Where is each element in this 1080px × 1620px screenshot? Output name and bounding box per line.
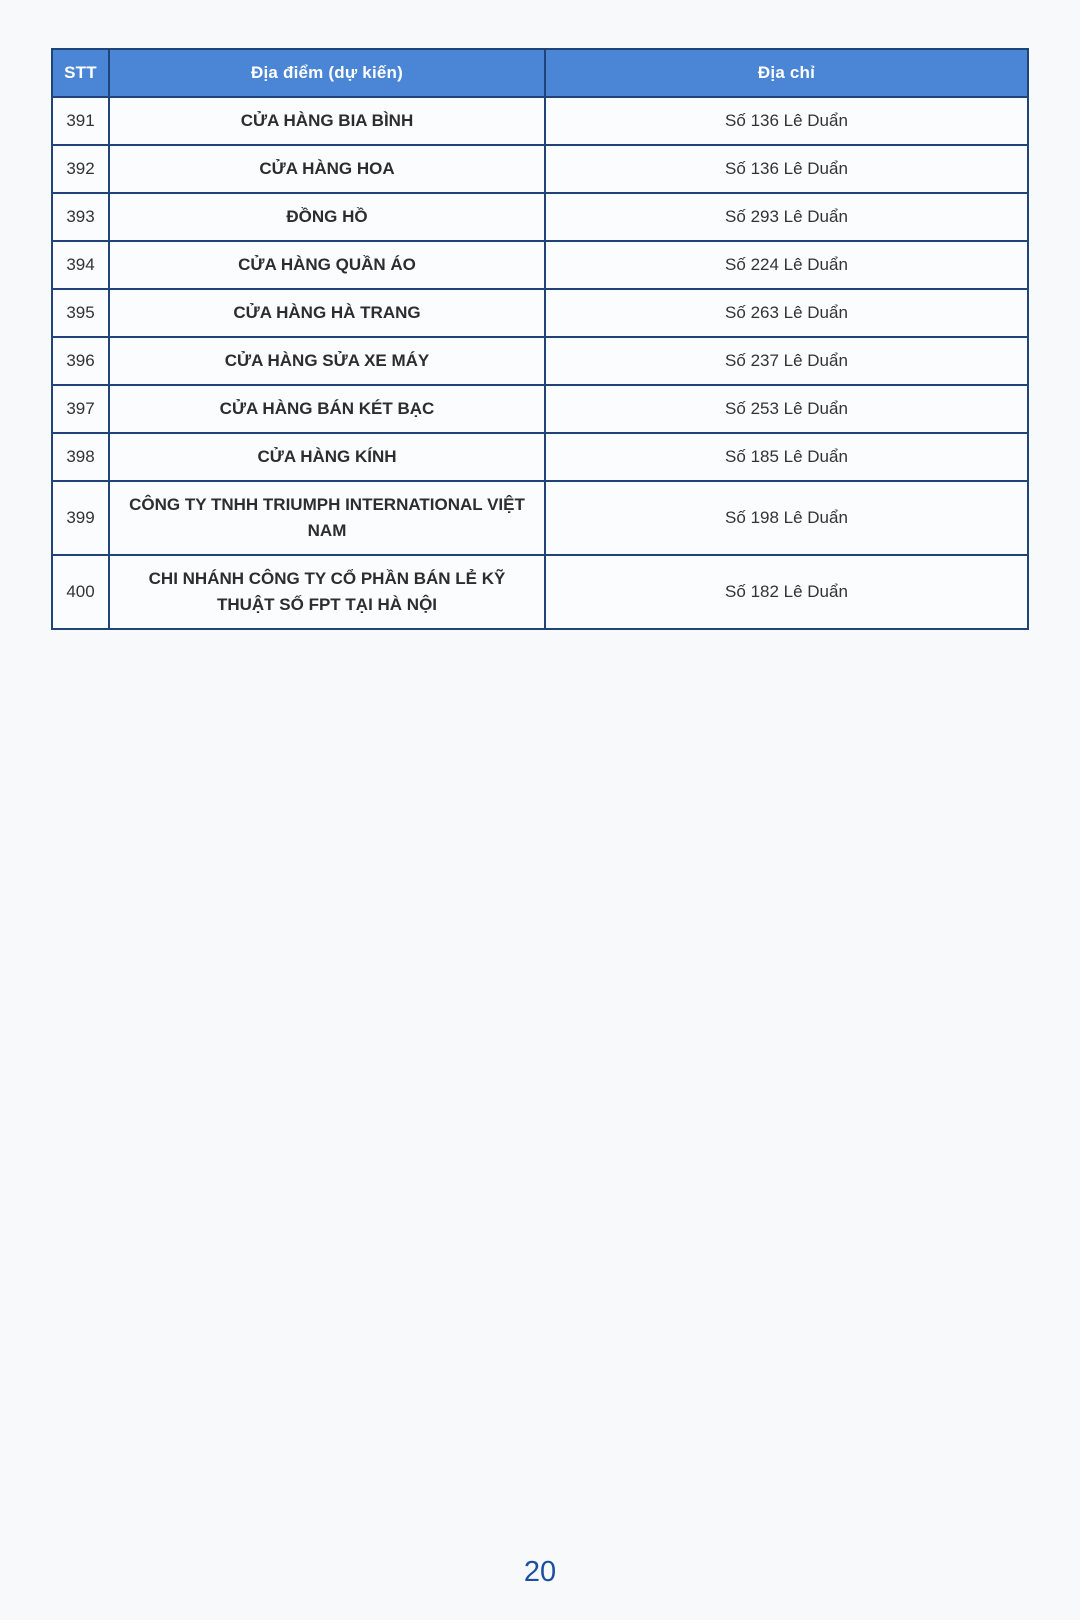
address-cell: Số 185 Lê Duẩn bbox=[545, 433, 1028, 481]
column-header-location: Địa điểm (dự kiến) bbox=[109, 49, 545, 97]
location-cell: CỬA HÀNG BIA BÌNH bbox=[109, 97, 545, 145]
address-cell: Số 136 Lê Duẩn bbox=[545, 97, 1028, 145]
table-row bbox=[52, 289, 1028, 337]
address-cell: Số 136 Lê Duẩn bbox=[545, 145, 1028, 193]
stt-cell: 394 bbox=[52, 241, 109, 289]
table-row bbox=[52, 481, 1028, 555]
address-cell: Số 198 Lê Duẩn bbox=[545, 481, 1028, 555]
stt-cell: 391 bbox=[52, 97, 109, 145]
table-row bbox=[52, 337, 1028, 385]
column-header-stt: STT bbox=[52, 49, 109, 97]
table-row bbox=[52, 97, 1028, 145]
location-cell: CỬA HÀNG BÁN KÉT BẠC bbox=[109, 385, 545, 433]
location-cell: CỬA HÀNG QUẦN ÁO bbox=[109, 241, 545, 289]
stt-cell: 398 bbox=[52, 433, 109, 481]
table-row bbox=[52, 193, 1028, 241]
address-cell: Số 263 Lê Duẩn bbox=[545, 289, 1028, 337]
column-header-address: Địa chỉ bbox=[545, 49, 1028, 97]
location-cell: CỬA HÀNG SỬA XE MÁY bbox=[109, 337, 545, 385]
table-row bbox=[52, 433, 1028, 481]
address-cell: Số 182 Lê Duẩn bbox=[545, 555, 1028, 629]
location-cell: ĐỒNG HỒ bbox=[109, 193, 545, 241]
stt-cell: 397 bbox=[52, 385, 109, 433]
location-cell: CỬA HÀNG KÍNH bbox=[109, 433, 545, 481]
stt-cell: 393 bbox=[52, 193, 109, 241]
stt-cell: 399 bbox=[52, 481, 109, 555]
address-cell: Số 293 Lê Duẩn bbox=[545, 193, 1028, 241]
location-cell: CỬA HÀNG HOA bbox=[109, 145, 545, 193]
stt-cell: 400 bbox=[52, 555, 109, 629]
stt-cell: 392 bbox=[52, 145, 109, 193]
table-row bbox=[52, 385, 1028, 433]
stt-cell: 395 bbox=[52, 289, 109, 337]
table-body bbox=[52, 97, 1028, 629]
stt-cell: 396 bbox=[52, 337, 109, 385]
table-header-row bbox=[52, 49, 1028, 97]
location-cell: CHI NHÁNH CÔNG TY CỔ PHẦN BÁN LẺ KỸ THUẬT SỐ FPT TẠI HÀ NỘI bbox=[109, 555, 545, 629]
address-cell: Số 237 Lê Duẩn bbox=[545, 337, 1028, 385]
table-row bbox=[52, 241, 1028, 289]
page-number: 20 bbox=[523, 1556, 557, 1588]
locations-table bbox=[51, 48, 1029, 630]
table-row bbox=[52, 145, 1028, 193]
address-cell: Số 224 Lê Duẩn bbox=[545, 241, 1028, 289]
address-cell: Số 253 Lê Duẩn bbox=[545, 385, 1028, 433]
location-cell: CÔNG TY TNHH TRIUMPH INTERNATIONAL VIỆT NAM bbox=[109, 481, 545, 555]
table-row bbox=[52, 555, 1028, 629]
location-cell: CỬA HÀNG HÀ TRANG bbox=[109, 289, 545, 337]
